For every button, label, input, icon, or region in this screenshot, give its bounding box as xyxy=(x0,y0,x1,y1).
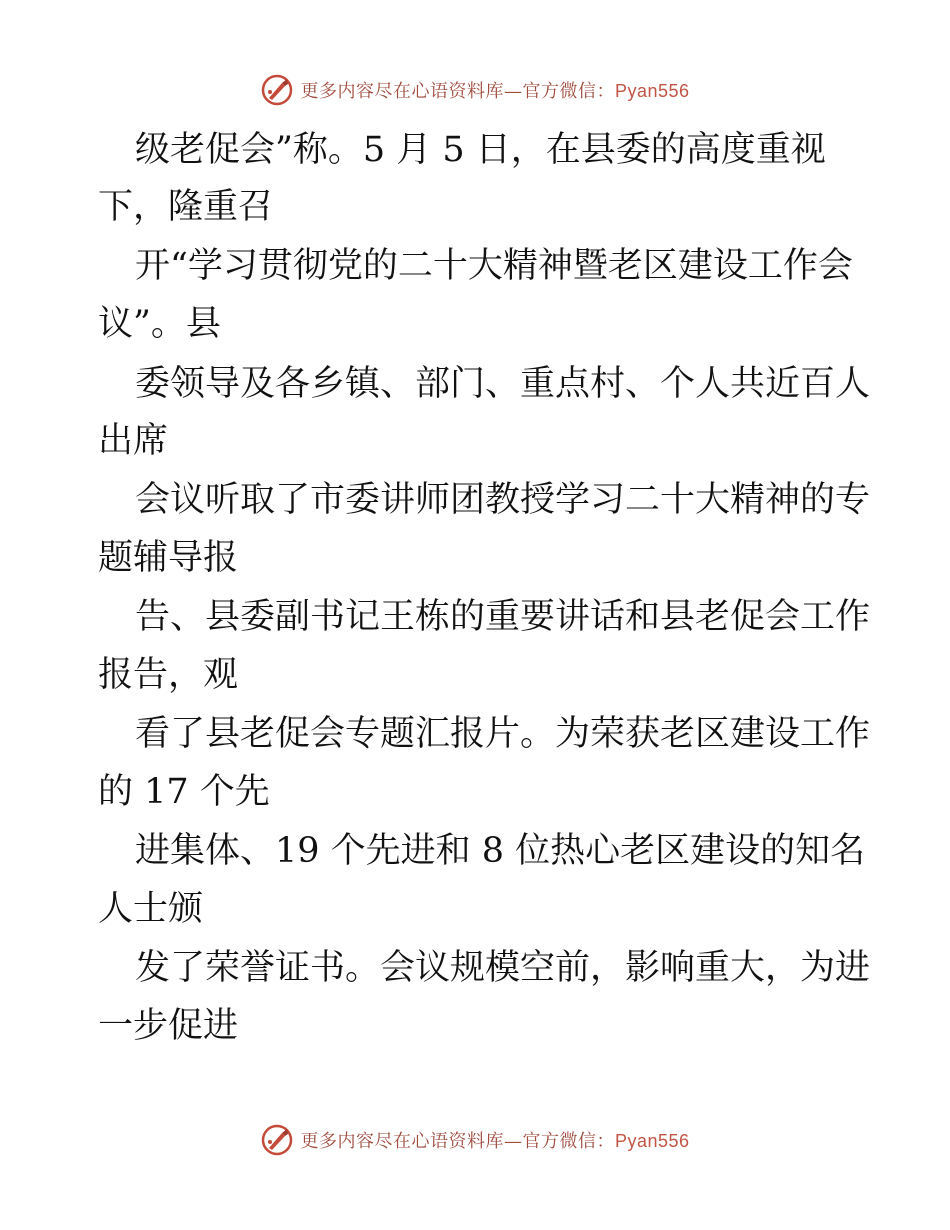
header-banner-label: 更多内容尽在心语资料库—官方微信： xyxy=(300,81,615,102)
body-line: 的 17 个先 xyxy=(98,772,270,812)
body-line: 人士颁 xyxy=(98,889,204,929)
footer-banner-text xyxy=(300,1127,689,1153)
header-banner xyxy=(0,70,950,110)
body-line: 告、县委副书记王栋的重要讲话和县老促会工作 xyxy=(135,597,871,637)
header-wechat-id: Pyan556 xyxy=(614,81,690,101)
body-line: 会议听取了市委讲师团教授学习二十大精神的专 xyxy=(135,480,871,520)
body-line: 看了县老促会专题汇报片。为荣获老区建设工作 xyxy=(135,714,871,754)
body-line: 下，隆重召 xyxy=(98,187,274,227)
quill-pen-logo-icon xyxy=(260,73,294,107)
body-line: 级老促会”称。5 月 5 日，在县委的高度重视 xyxy=(135,130,826,170)
body-line: 发了荣誉证书。会议规模空前，影响重大，为进 xyxy=(135,948,871,988)
body-line: 报告，观 xyxy=(98,655,239,695)
body-line: 出席 xyxy=(98,421,169,461)
body-line: 题辅导报 xyxy=(98,538,239,578)
body-line: 进集体、19 个先进和 8 位热心老区建设的知名 xyxy=(135,831,866,871)
footer-banner-label: 更多内容尽在心语资料库—官方微信： xyxy=(300,1131,615,1152)
header-banner-text xyxy=(300,77,689,103)
body-line: 一步促进 xyxy=(98,1006,239,1046)
body-line: 委领导及各乡镇、部门、重点村、个人共近百人 xyxy=(135,364,871,404)
quill-pen-logo-icon xyxy=(260,1123,294,1157)
footer-wechat-id: Pyan556 xyxy=(614,1131,690,1151)
body-line: 开“学习贯彻党的二十大精神暨老区建设工作会 xyxy=(135,246,853,286)
footer-banner xyxy=(0,1120,950,1160)
document-body xyxy=(0,120,950,1080)
body-line: 议”。县 xyxy=(98,304,221,344)
